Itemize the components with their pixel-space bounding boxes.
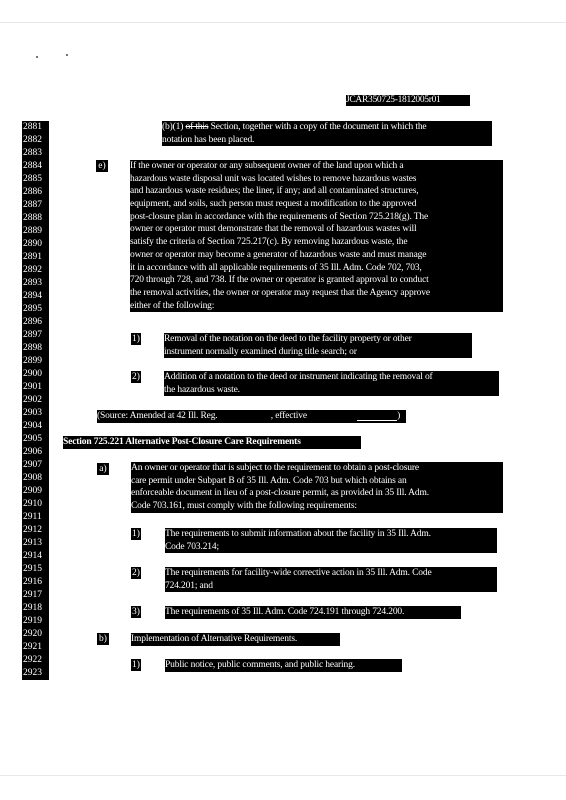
para-e-line: owner or operator must demonstrate that the removal of hazardous wastes will xyxy=(130,224,417,235)
item-a2-label: 2) xyxy=(132,568,140,578)
line-number: 2921 xyxy=(22,641,49,654)
line-number: 2918 xyxy=(22,602,49,615)
line-number: 2881 xyxy=(22,121,49,134)
line-number: 2923 xyxy=(22,667,49,680)
line-number: 2900 xyxy=(22,368,49,381)
line-number: 2912 xyxy=(22,524,49,537)
line-number: 2903 xyxy=(22,407,49,420)
scan-speck xyxy=(36,56,38,58)
line-number: 2917 xyxy=(22,589,49,602)
line-number: 2907 xyxy=(22,459,49,472)
source-part-2: , effective xyxy=(270,411,310,421)
item-a2-text xyxy=(165,567,497,592)
struck-text: of this xyxy=(185,122,209,132)
continuation-rest: Section, together with a copy of the document in which the xyxy=(208,122,427,132)
para-e-line: If the owner or operator or any subsequent owner of the land upon which a xyxy=(130,161,404,171)
para-e-line: satisfy the criteria of Section 725.217(c). By removing hazardous waste, the xyxy=(130,237,408,248)
item-e1-line: Removal of the notation on the deed to the facility property or other xyxy=(164,334,412,344)
line-number: 2884 xyxy=(22,160,49,173)
source-part-3: ) xyxy=(397,411,401,421)
item-e1-line: instrument normally examined during title search; or xyxy=(164,346,357,357)
item-a3-label: 3) xyxy=(132,607,140,617)
line-number: 2901 xyxy=(22,381,49,394)
para-e-line: 720 through 728, and 738. If the owner or operator is granted approval to conduct xyxy=(130,275,429,286)
line-number: 2916 xyxy=(22,576,49,589)
line-number: 2897 xyxy=(22,329,49,342)
line-number: 2909 xyxy=(22,485,49,498)
line-number: 2905 xyxy=(22,433,49,446)
para-a-line: care permit under Subpart B of 35 Ill. Adm. Code 703 but which obtains an xyxy=(131,475,407,486)
item-a1-line: Code 703.214; xyxy=(165,541,219,552)
source-part-1: (Source: Amended at 42 Ill. Reg. xyxy=(97,411,220,421)
scan-edge-bottom xyxy=(0,775,566,776)
line-number: 2889 xyxy=(22,225,49,238)
item-e2-text xyxy=(164,371,499,396)
item-a3-text xyxy=(165,606,461,619)
line-number: 2893 xyxy=(22,277,49,290)
para-a-label: a) xyxy=(97,463,109,475)
item-a3-line: The requirements of 35 Ill. Adm. Code 724.191 through 724.200. xyxy=(165,607,405,617)
para-e-line: owner or operator may become a generator of hazardous waste and must manage xyxy=(130,249,427,260)
continuation-text xyxy=(162,121,492,146)
line-number: 2913 xyxy=(22,537,49,550)
para-e-line: post-closure plan in accordance with the requirements of Section 725.218(g). The xyxy=(130,211,429,222)
continuation-prefix: (b)(1) xyxy=(162,122,186,132)
para-e-line: it in accordance with all applicable requirements of 35 Ill. Adm. Code 702, 703, xyxy=(130,262,422,273)
line-number: 2892 xyxy=(22,264,49,277)
line-number: 2908 xyxy=(22,472,49,485)
line-number: 2891 xyxy=(22,251,49,264)
section-title xyxy=(63,436,361,449)
line-number: 2887 xyxy=(22,199,49,212)
line-number: 2915 xyxy=(22,563,49,576)
document-header-code: JCAR350725-1812005r01 xyxy=(346,95,470,106)
item-e2-line: the hazardous waste. xyxy=(164,384,240,395)
continuation-line-1 xyxy=(162,121,492,134)
line-number: 2898 xyxy=(22,342,49,355)
line-number: 2882 xyxy=(22,134,49,147)
item-e1-label: 1) xyxy=(132,334,140,344)
line-number: 2904 xyxy=(22,420,49,433)
line-number: 2922 xyxy=(22,654,49,667)
date-blank xyxy=(357,410,397,421)
para-e-label: e) xyxy=(96,160,108,172)
para-b-line: Implementation of Alternative Requirements. xyxy=(131,634,298,644)
item-b1-label: 1) xyxy=(132,660,140,670)
item-a2-line: The requirements for facility-wide corrective action in 35 Ill. Adm. Code xyxy=(165,568,432,578)
para-b-text xyxy=(131,633,340,646)
source-note xyxy=(97,410,406,423)
line-number: 2895 xyxy=(22,303,49,316)
line-number: 2899 xyxy=(22,355,49,368)
line-number: 2885 xyxy=(22,173,49,186)
para-a-line: An owner or operator that is subject to the requirement to obtain a post-closure xyxy=(131,463,419,473)
line-number: 2902 xyxy=(22,394,49,407)
line-number: 2911 xyxy=(22,511,49,524)
item-a2-line: 724.201; and xyxy=(165,580,213,591)
item-a1-label: 1) xyxy=(132,529,140,539)
para-e-line: either of the following: xyxy=(130,300,215,311)
section-title-text: Section 725.221 Alternative Post-Closure Care Requirements xyxy=(63,437,301,447)
item-e2-label: 2) xyxy=(132,372,140,382)
para-e-line: and hazardous waste residues; the liner, if any; and all contaminated structures, xyxy=(130,186,419,197)
para-b-label: b) xyxy=(97,633,109,645)
line-number: 2906 xyxy=(22,446,49,459)
item-a1-text xyxy=(165,528,497,553)
para-e-line: equipment, and soils, such person must request a modification to the approved xyxy=(130,199,417,210)
line-number: 2910 xyxy=(22,498,49,511)
line-number: 2896 xyxy=(22,316,49,329)
item-b1-line: Public notice, public comments, and public hearing. xyxy=(165,660,355,670)
line-number: 2894 xyxy=(22,290,49,303)
item-b1-text xyxy=(165,659,402,672)
line-number: 2890 xyxy=(22,238,49,251)
line-number: 2886 xyxy=(22,186,49,199)
para-a-line: Code 703.161, must comply with the following requirements: xyxy=(131,501,357,512)
scan-edge-top xyxy=(0,22,566,23)
item-e2-line: Addition of a notation to the deed or instrument indicating the removal of xyxy=(164,372,433,382)
para-e-line: hazardous waste disposal unit was located wishes to remove hazardous wastes xyxy=(130,173,417,184)
line-number: 2920 xyxy=(22,628,49,641)
para-e-text xyxy=(130,160,503,312)
scan-speck xyxy=(66,54,68,56)
line-number: 2919 xyxy=(22,615,49,628)
line-number: 2914 xyxy=(22,550,49,563)
para-e-line: the removal activities, the owner or operator may request that the Agency approve xyxy=(130,287,430,298)
line-number: 2888 xyxy=(22,212,49,225)
line-number: 2883 xyxy=(22,147,49,160)
item-e1-text xyxy=(164,333,472,358)
continuation-line-2: notation has been placed. xyxy=(162,134,255,145)
para-a-text xyxy=(131,462,503,513)
item-a1-line: The requirements to submit information about the facility in 35 Ill. Adm. xyxy=(165,529,431,539)
para-a-line: enforceable document in lieu of a post-closure permit, as provided in 35 Ill. Adm. xyxy=(131,488,429,499)
